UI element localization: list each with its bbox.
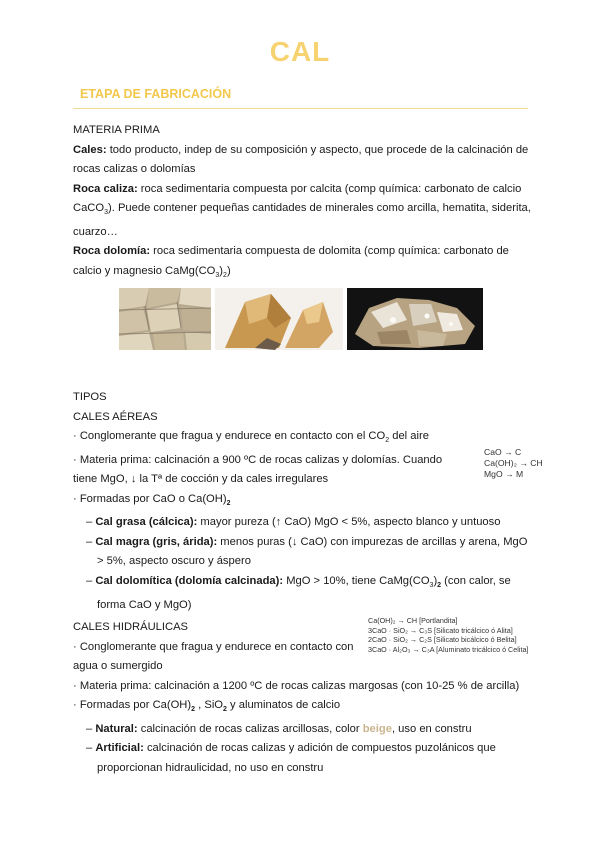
section-divider (73, 108, 528, 109)
dash-grasa: – (86, 516, 96, 529)
aereas-bullet-3-sub: 2 (226, 499, 231, 507)
roca-dolomia-sub-a: 3 (215, 271, 220, 279)
cal-natural-text-a: calcinación de rocas calizas arcillosas, color (137, 722, 363, 735)
cal-dolomitica-label: Cal dolomítica (dolomía calcinada): (95, 574, 284, 587)
tipos-heading: TIPOS (73, 391, 107, 403)
hidraulicas-bullet-3-text-b: , SiO (195, 699, 224, 712)
cal-grasa-item (73, 513, 533, 533)
aereas-bullet-1 (73, 427, 533, 451)
compound-line: 2CaO · SiO₂ → C₂S [Silicato bicálcico ó Belita] (368, 635, 517, 645)
cal-magra-item (73, 533, 533, 572)
page-title: CAL (269, 36, 331, 67)
roca-dolomia-text-a: roca sedimentaria compuesta de dolomita (comp química: carbonato de calcio y magnesio CaMg(CO (73, 245, 509, 277)
compound-line: 3CaO · Al₂O₃ → C₃A [Aluminato tricálcico ó Celita] (368, 644, 529, 654)
cal-dolomitica-text-a: MgO > 10%, tiene CaMg(CO (283, 574, 430, 587)
notation-line: CaO → C (484, 447, 522, 457)
dolomite-photo (347, 288, 483, 350)
hidraulicas-bullet-3-text-c: y aluminatos de calcio (226, 699, 341, 712)
hidraulicas-bullet-3-sub-b: 2 (223, 706, 227, 714)
cal-magra-label: Cal magra (gris, árida): (95, 535, 218, 548)
cal-artificial-item (73, 739, 533, 778)
dash-natural: – (86, 722, 96, 735)
roca-caliza-label: Roca caliza: (73, 182, 138, 195)
materia-prima-heading: MATERIA PRIMA (73, 124, 160, 136)
roca-caliza-definition (73, 180, 533, 243)
section-heading: ETAPA DE FABRICACIÓN (80, 87, 232, 101)
calcite-crystal-photo (215, 288, 343, 350)
notation-line: Ca(OH)₂ → CH (484, 458, 543, 468)
notation-line: MgO → M (484, 469, 524, 479)
cales-definition (73, 141, 533, 180)
cal-grasa-label: Cal grasa (cálcica): (95, 516, 198, 529)
roca-caliza-sub: 3 (104, 209, 108, 217)
cal-natural-text-b: , uso en constru (391, 722, 472, 735)
roca-caliza-text-a: roca sedimentaria compuesta por calcita (comp química: carbonato de calcio CaCO (73, 182, 522, 214)
roca-dolomia-label: Roca dolomía: (73, 245, 151, 258)
cal-magra-text: menos puras (↓ CaO) con impurezas de arcillas y arena, MgO > 5%, aspecto oscuro y áspero (97, 535, 528, 568)
roca-caliza-text-b: ). Puede contener pequeñas cantidades de minerales como arcilla, hematita, siderita, cuarzo… (73, 202, 531, 238)
aereas-bullet-2: · Materia prima: calcinación a 900 ºC de rocas calizas y dolomías. Cuando tiene MgO, ↓ la Tª de cocción y da cales irregulares (73, 453, 443, 486)
cal-grasa-text: mayor pureza (↑ CaO) MgO < 5%, aspecto blanco y untuoso (197, 516, 501, 529)
cal-natural-beige: beige (362, 722, 392, 735)
cal-artificial-text: calcinación de rocas calizas y adición de compuestos puzolánicos que proporcionan hidraulicidad, no uso en constru (97, 742, 496, 774)
cales-label: Cales: (73, 143, 107, 156)
dash-artificial: – (86, 742, 96, 755)
dash-magra: – (86, 535, 96, 548)
aereas-bullet-1-text-b: del aire (389, 430, 429, 442)
cal-dolomitica-text-b: ) (433, 574, 438, 587)
roca-dolomia-text-c: ) (226, 264, 231, 277)
cal-natural-label: Natural: (95, 722, 138, 735)
hidraulicas-bullet-3 (73, 696, 533, 720)
roca-dolomia-definition (73, 242, 533, 285)
roca-dolomia-sub-b: 2 (223, 271, 227, 279)
compound-line: 3CaO · SiO₂ → C₃S [Silicato tricálcico ó Alita] (368, 625, 513, 635)
cal-natural-item (73, 720, 533, 740)
compound-line: Ca(OH)₂ → CH [Portlandita] (368, 616, 458, 625)
cal-dolomitica-sub-b: 2 (437, 582, 442, 590)
notation-notes (484, 447, 543, 480)
hidraulicas-bullet-2: · Materia prima: calcinación a 1200 ºC de rocas calizas margosas (con 10-25 % de arcilla) (73, 679, 520, 692)
hidraulicas-bullet-3-sub-a: 2 (191, 706, 196, 714)
cal-dolomitica-item (73, 572, 533, 615)
cal-dolomitica-text-c: (con calor, se forma CaO y MgO) (97, 574, 511, 611)
hydraulic-compounds-notes (368, 616, 528, 654)
cal-dolomitica-sub-a: 3 (429, 582, 434, 590)
cales-aereas-heading: CALES AÉREAS (73, 410, 158, 423)
roca-dolomia-text-b: ) (219, 264, 224, 277)
cales-text: todo producto, indep de su composición y aspecto, que procede de la calcinación de rocas calizas o dolomías (73, 143, 529, 175)
limestone-photo (119, 288, 211, 350)
aereas-bullet-3-text: · Formadas por CaO o Ca(OH) (73, 492, 227, 505)
cales-hidraulicas-heading: CALES HIDRÁULICAS (73, 621, 189, 634)
tipos-block (73, 388, 533, 778)
materia-prima-block (73, 121, 533, 285)
hidraulicas-bullet-3-text-a: · Formadas por Ca(OH) (73, 699, 192, 712)
hidraulicas-bullet-1: · Conglomerante que fragua y endurece en contacto con agua o sumergido (73, 640, 354, 673)
aereas-bullet-1-text-a: · Conglomerante que fragua y endurece en contacto con el CO (73, 430, 386, 442)
aereas-bullet-1-sub: 2 (385, 437, 390, 445)
dash-dolomitica: – (86, 574, 96, 587)
cal-artificial-label: Artificial: (95, 742, 144, 755)
aereas-bullet-3 (73, 490, 533, 514)
